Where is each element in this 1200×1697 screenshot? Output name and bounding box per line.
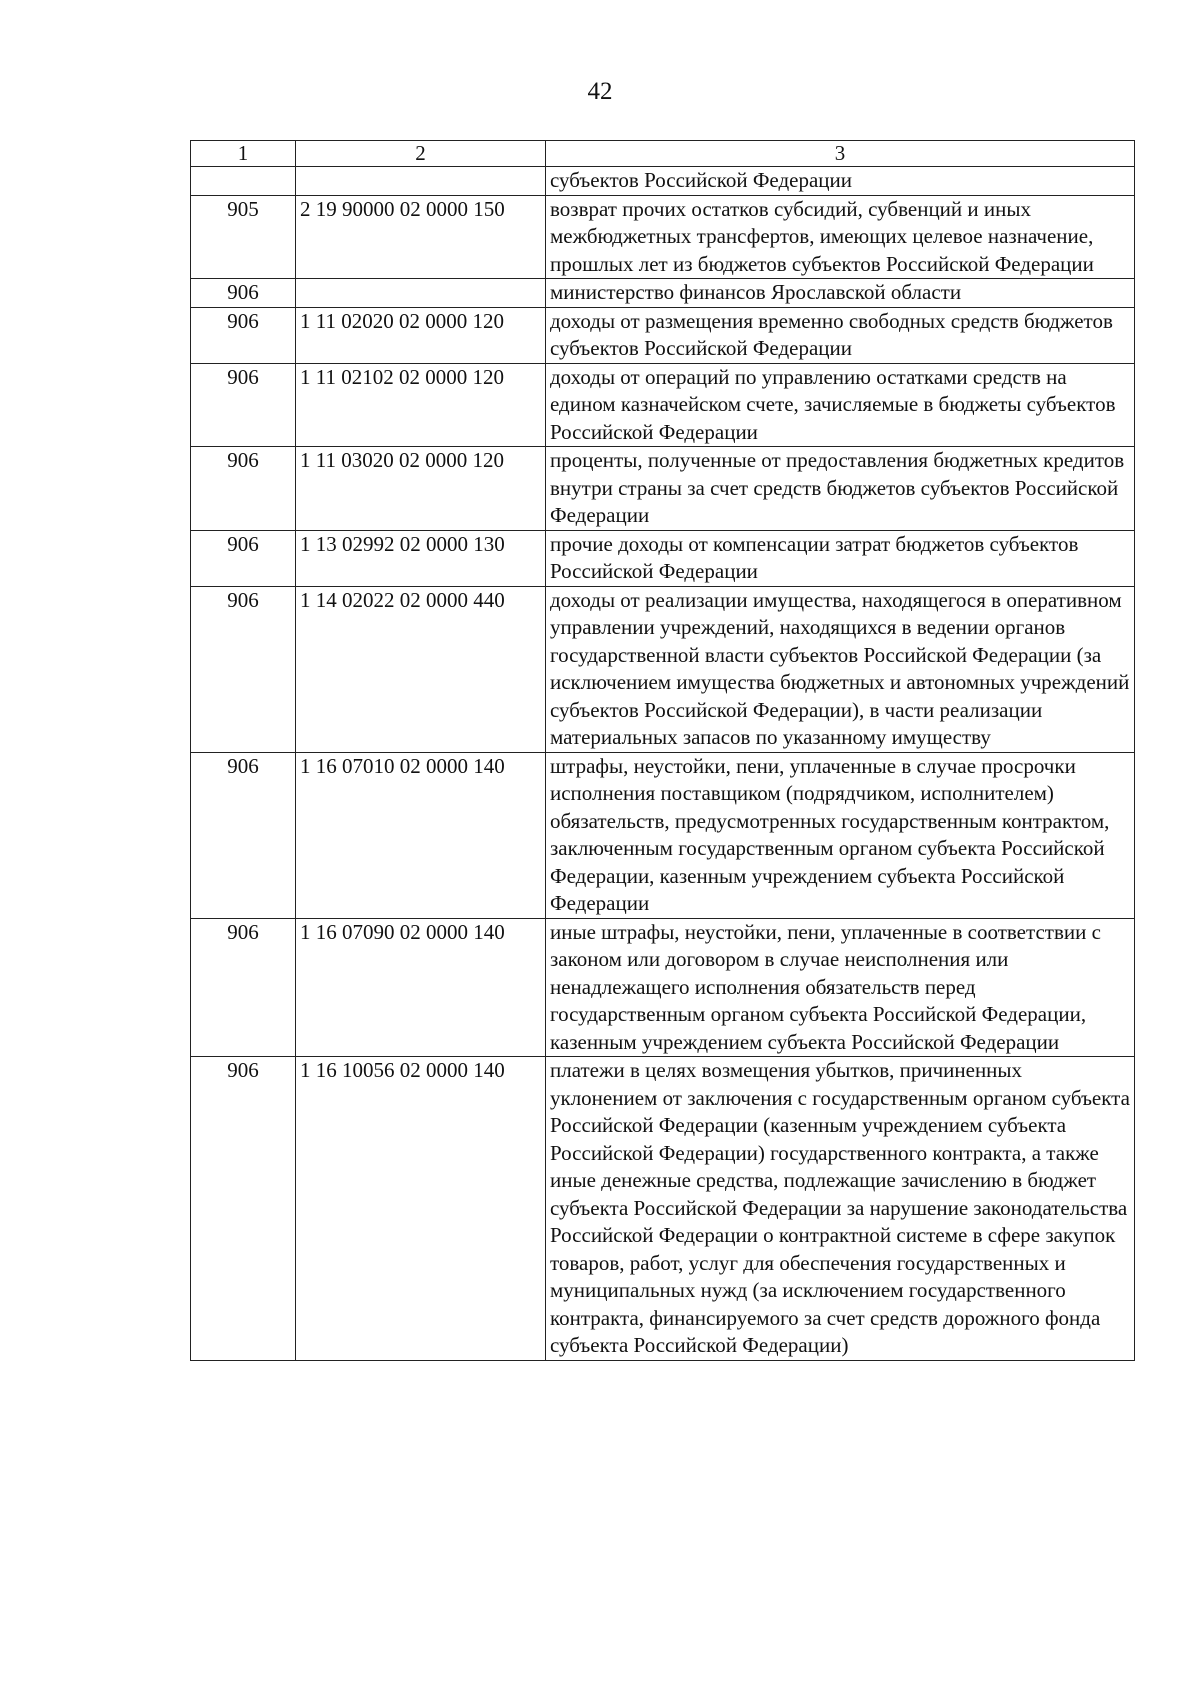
admin-code-cell: 906 <box>191 752 296 918</box>
revenue-code-cell: 1 14 02022 02 0000 440 <box>296 586 546 752</box>
admin-code-cell: 905 <box>191 195 296 279</box>
table-row <box>191 279 1135 308</box>
table-row <box>191 918 1135 1057</box>
admin-code-cell: 906 <box>191 1057 296 1361</box>
header-col-3: 3 <box>546 141 1135 167</box>
table-row <box>191 307 1135 363</box>
header-col-2: 2 <box>296 141 546 167</box>
revenue-code-cell: 1 13 02992 02 0000 130 <box>296 530 546 586</box>
table-row <box>191 167 1135 196</box>
admin-code-cell: 906 <box>191 363 296 447</box>
revenue-code-cell: 1 16 07090 02 0000 140 <box>296 918 546 1057</box>
admin-code-cell: 906 <box>191 307 296 363</box>
header-col-1: 1 <box>191 141 296 167</box>
revenue-name-cell: прочие доходы от компенсации затрат бюджетов субъектов Российской Федерации <box>546 530 1135 586</box>
table-row <box>191 195 1135 279</box>
revenue-name-cell: субъектов Российской Федерации <box>546 167 1135 196</box>
revenue-code-cell: 2 19 90000 02 0000 150 <box>296 195 546 279</box>
revenue-name-cell: проценты, полученные от предоставления бюджетных кредитов внутри страны за счет средств бюджетов субъектов Российской Федерации <box>546 447 1135 531</box>
admin-code-cell: 906 <box>191 918 296 1057</box>
admin-code-cell: 906 <box>191 279 296 308</box>
admin-code-cell <box>191 167 296 196</box>
budget-revenue-table <box>190 140 1135 1361</box>
page-number: 42 <box>587 78 613 105</box>
table-row <box>191 530 1135 586</box>
table-row <box>191 752 1135 918</box>
admin-code-cell: 906 <box>191 447 296 531</box>
revenue-name-cell: доходы от операций по управлению остатками средств на едином казначейском счете, зачисляемые в бюджеты субъектов Российской Федерации <box>546 363 1135 447</box>
revenue-name-cell: доходы от размещения временно свободных средств бюджетов субъектов Российской Федерации <box>546 307 1135 363</box>
table-row <box>191 447 1135 531</box>
admin-code-cell: 906 <box>191 586 296 752</box>
revenue-name-cell: платежи в целях возмещения убытков, причиненных уклонением от заключения с государственным органом субъекта Российской Федерации (казенным учреждением субъекта Российской Федерации) государственного контракта, а также иные денежные средства, подлежащие зачислению в бюджет субъекта Российской Федерации за нарушение законодательства Российской Федерации о контрактной системе в сфере закупок товаров, работ, услуг для обеспечения государственных и муниципальных нужд (за исключением государственного контракта, финансируемого за счет средств дорожного фонда субъекта Российской Федерации) <box>546 1057 1135 1361</box>
revenue-code-cell: 1 16 10056 02 0000 140 <box>296 1057 546 1361</box>
table-header-row <box>191 141 1135 167</box>
revenue-name-cell: возврат прочих остатков субсидий, субвенций и иных межбюджетных трансфертов, имеющих целевое назначение, прошлых лет из бюджетов субъектов Российской Федерации <box>546 195 1135 279</box>
revenue-name-cell: доходы от реализации имущества, находящегося в оперативном управлении учреждений, находящихся в ведении органов государственной власти субъектов Российской Федерации (за исключением имущества бюджетных и автономных учреждений субъектов Российской Федерации), в части реализации материальных запасов по указанному имуществу <box>546 586 1135 752</box>
revenue-code-cell: 1 11 03020 02 0000 120 <box>296 447 546 531</box>
revenue-name-cell: штрафы, неустойки, пени, уплаченные в случае просрочки исполнения поставщиком (подрядчиком, исполнителем) обязательств, предусмотренных государственным контрактом, заключенным государственным органом субъекта Российской Федерации, казенным учреждением субъекта Российской Федерации <box>546 752 1135 918</box>
revenue-code-cell <box>296 167 546 196</box>
revenue-code-cell: 1 11 02102 02 0000 120 <box>296 363 546 447</box>
table-row <box>191 1057 1135 1361</box>
revenue-name-cell: министерство финансов Ярославской области <box>546 279 1135 308</box>
revenue-code-cell: 1 16 07010 02 0000 140 <box>296 752 546 918</box>
revenue-code-cell: 1 11 02020 02 0000 120 <box>296 307 546 363</box>
admin-code-cell: 906 <box>191 530 296 586</box>
table-row <box>191 586 1135 752</box>
revenue-name-cell: иные штрафы, неустойки, пени, уплаченные в соответствии с законом или договором в случае неисполнения или ненадлежащего исполнения обязательств перед государственным органом субъекта Российской Федерации, казенным учреждением субъекта Российской Федерации <box>546 918 1135 1057</box>
table-row <box>191 363 1135 447</box>
revenue-code-cell <box>296 279 546 308</box>
